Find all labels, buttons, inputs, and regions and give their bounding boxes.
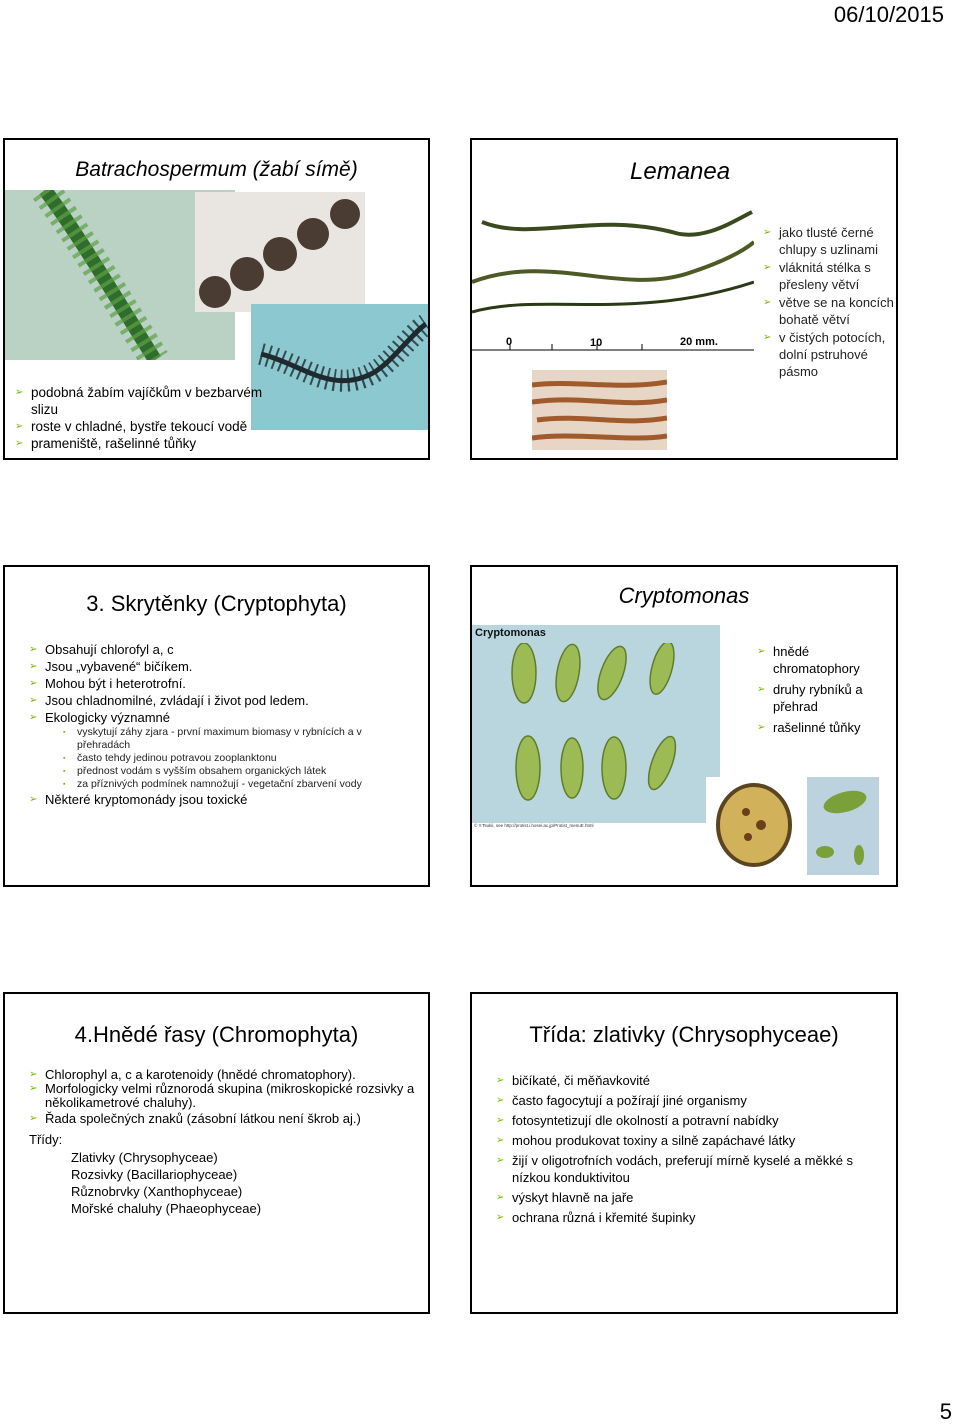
sub-bullet: ▪ za příznivých podmínek namnožují - vegetační zbarvení vody — [63, 778, 427, 791]
bullet-list — [757, 643, 897, 736]
slide-title: Lemanea — [630, 158, 731, 185]
sub-bullet: ▪ často tehdy jedinou potravou zooplanktonu — [63, 752, 427, 765]
bullet-list — [29, 641, 427, 808]
class-item: Zlativky (Chrysophyceae) — [71, 1150, 218, 1165]
slide-cryptophyta — [3, 565, 430, 887]
lemanea-photo-brown — [532, 370, 667, 450]
class-item: Různobrvky (Xanthophyceae) — [71, 1184, 243, 1199]
batrachospermum-photo-micro — [251, 304, 430, 430]
bullet: ➢ Mohou být i heterotrofní. — [29, 675, 427, 692]
bullet: ➢ větve se na koncích bohatě větví — [763, 294, 895, 328]
sub-bullet-list — [45, 726, 427, 791]
scale-label: 0 — [506, 336, 513, 348]
bullet-list — [763, 224, 895, 380]
bullet: ➢ často fagocytují a požírají jiné organismy — [496, 1092, 886, 1109]
bullet: ➢ bičíkaté, či měňavkovité — [496, 1072, 886, 1089]
slide-lemanea — [470, 138, 898, 460]
sub-bullet: ▪ vyskytují záhy zjara - první maximum biomasy v rybnících a v přehradách — [63, 726, 407, 752]
slide-title: Cryptomonas — [618, 583, 750, 608]
slide-title: 3. Skrytěnky (Cryptophyta) — [86, 591, 347, 616]
bullet: ➢ rašelinné tůňky — [757, 719, 897, 736]
bullet: ➢ roste v chladné, bystře tekoucí vodě — [15, 418, 265, 435]
bullet: ➢ Obsahují chlorofyl a, c — [29, 641, 427, 658]
bullet — [29, 709, 427, 791]
bullet: ➢ Řada společných znaků (zásobní látkou není škrob aj.) — [29, 1110, 419, 1127]
bullet-list — [29, 1068, 419, 1127]
bullet: ➢ Jsou chladnomilné, zvládají i život pod ledem. — [29, 692, 427, 709]
cryptomonas-photo-cell — [706, 777, 802, 873]
slide-title: Třída: zlativky (Chrysophyceae) — [529, 1022, 839, 1047]
bullet: ➢ Morfologicky velmi různorodá skupina (mikroskopické rozsivky a několikametrové chaluhy). — [29, 1082, 419, 1110]
date: 06/10/2015 — [833, 2, 944, 27]
classes-heading: Třídy: — [29, 1132, 63, 1147]
bullet-text: Ekologicky významné — [45, 710, 170, 725]
bullet: ➢ výskyt hlavně na jaře — [496, 1189, 886, 1206]
bullet: ➢ vláknitá stélka s přesleny větví — [763, 259, 895, 293]
class-item: Rozsivky (Bacillariophyceae) — [71, 1167, 238, 1182]
bullet-list — [15, 384, 265, 452]
cryptomonas-micrograph — [472, 625, 720, 823]
slide-batrachospermum — [3, 138, 430, 460]
bullet: ➢ hnědé chromatophory — [757, 643, 897, 677]
batrachospermum-photo-whorls — [195, 192, 365, 312]
slide-cryptomonas — [470, 565, 898, 887]
image-label: Cryptomonas — [475, 627, 546, 639]
bullet: ➢ mohou produkovat toxiny a silně zapáchavé látky — [496, 1132, 886, 1149]
classes-list — [71, 1149, 261, 1217]
bullet: ➢ druhy rybníků a přehrad — [757, 681, 897, 715]
bullet: ➢ žijí v oligotrofních vodách, preferují mírně kyselé a měkké s nízkou konduktivitou — [496, 1152, 886, 1186]
bullet-list — [496, 1072, 886, 1226]
class-item: Mořské chaluhy (Phaeophyceae) — [71, 1201, 262, 1216]
bullet: ➢ v čistých potocích, dolní pstruhové pásmo — [763, 329, 895, 380]
bullet: ➢ Chlorophyl a, c a karotenoidy (hnědé chromatophory). — [29, 1068, 419, 1082]
slide-chrysophyceae — [470, 992, 898, 1314]
bullet: ➢ podobná žabím vajíčkům v bezbarvém slizu — [15, 384, 265, 418]
slide-title: Batrachospermum (žabí símě) — [75, 158, 358, 181]
scale-label: 10 — [590, 337, 603, 349]
bullet: ➢ ochrana různá i křemité šupinky — [496, 1209, 886, 1226]
sub-bullet: ▪ přednost vodám s vyšším obsahem organických látek — [63, 765, 427, 778]
bullet: ➢ Jsou „vybavené“ bičíkem. — [29, 658, 427, 675]
bullet: ➢ Některé kryptomonády jsou toxické — [29, 791, 427, 808]
page-number: 5 — [939, 1399, 952, 1424]
bullet: ➢ jako tlusté černé chlupy s uzlinami — [763, 224, 895, 258]
scale-label: 20 mm. — [680, 336, 718, 348]
bullet: ➢ prameniště, rašelinné tůňky — [15, 435, 265, 452]
cryptomonas-photo-green — [807, 777, 879, 875]
image-credit: © Y.Tsukii, see http://protist.i.hosei.ac.jp/Protist_menuE.html — [474, 823, 594, 828]
slide-title: 4.Hnědé řasy (Chromophyta) — [74, 1022, 359, 1047]
bullet: ➢ fotosyntetizují dle okolností a potravní nabídky — [496, 1112, 886, 1129]
slide-chromophyta — [3, 992, 430, 1314]
